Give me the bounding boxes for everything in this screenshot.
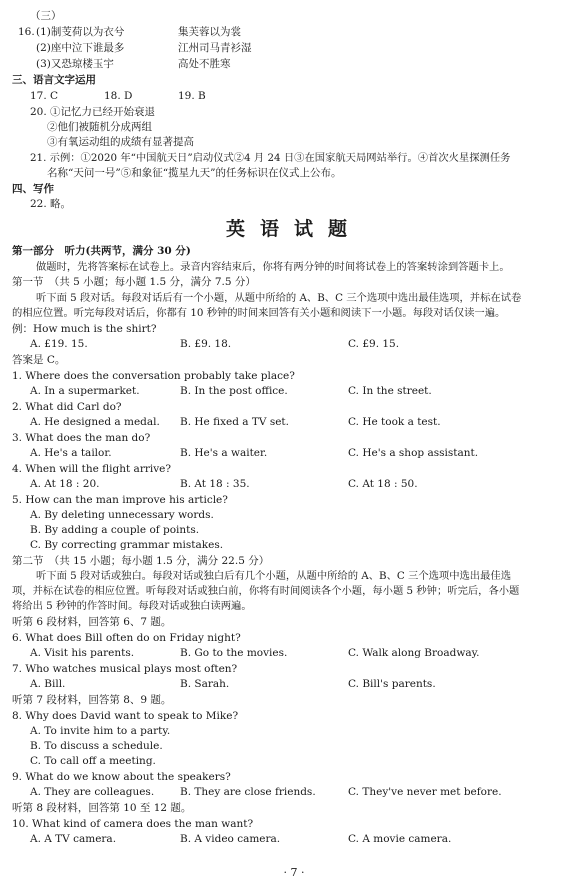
q7-option-c: C. Bill's parents. (348, 678, 436, 690)
part1-intro: 做题时，先将答案标在试卷上。录音内容结束后，你将有两分钟的时间将试卷上的答案转涂到答题卡上。 (36, 261, 510, 273)
part3-heading: 三、语言文字运用 (12, 74, 96, 86)
q2-option-a: A. He designed a medal. (30, 416, 160, 428)
q16-item-2a: (2)座中泣下谁最多 (36, 42, 125, 54)
page-number: · 7 · (283, 866, 305, 879)
question-2: 2. What did Carl do? (12, 401, 122, 413)
q19-answer: 19. B (178, 90, 206, 102)
question-1: 1. Where does the conversation probably take place? (12, 370, 295, 382)
example-option-a: A. £19. 15. (30, 338, 88, 350)
material-6-note: 听第 6 段材料，回答第 6、7 题。 (12, 616, 172, 628)
q18-answer: 18. D (104, 90, 133, 102)
q7-option-b: B. Sarah. (180, 678, 230, 690)
q3-option-a: A. He's a tailor. (30, 447, 112, 459)
question-9: 9. What do we know about the speakers? (12, 771, 231, 783)
q5-option-a: A. By deleting unnecessary words. (30, 509, 214, 521)
section2-instruction-3: 将给出 5 秒钟的作答时间。每段对话或独白读两遍。 (12, 600, 252, 612)
question-7: 7. Who watches musical plays most often? (12, 663, 238, 675)
q4-option-a: A. At 18 : 20. (30, 478, 100, 490)
q6-option-b: B. Go to the movies. (180, 647, 288, 659)
q21-line-2: 名称“天问一号”⑤和象征“揽星九天”的任务标识在仪式上公布。 (47, 167, 342, 179)
q4-option-c: C. At 18 : 50. (348, 478, 418, 490)
q2-option-c: C. He took a test. (348, 416, 441, 428)
q1-option-b: B. In the post office. (180, 385, 288, 397)
q2-option-b: B. He fixed a TV set. (180, 416, 289, 428)
q1-option-c: C. In the street. (348, 385, 432, 397)
part4-heading: 四、写作 (12, 183, 54, 195)
q6-option-a: A. Visit his parents. (30, 647, 135, 659)
q16-item-1a: (1)制芰荷以为衣兮 (36, 26, 125, 38)
q17-answer: 17. C (30, 90, 59, 102)
section1-heading: 第一节 （共 5 小题；每小题 1.5 分，满分 7.5 分） (12, 276, 256, 288)
question-4: 4. When will the flight arrive? (12, 463, 171, 475)
q10-option-c: C. A movie camera. (348, 833, 452, 845)
question-8: 8. Why does David want to speak to Mike? (12, 710, 239, 722)
english-exam-title: 英语试题 (225, 218, 362, 240)
q20-line-1: 20. ①记忆力已经开始衰退 (30, 106, 156, 118)
q8-option-b: B. To discuss a schedule. (30, 740, 163, 752)
section2-heading: 第二节 （共 15 小题；每小题 1.5 分，满分 22.5 分） (12, 555, 270, 567)
section1-instruction-2: 的相应位置。听完每段对话后，你都有 10 秒钟的时间来回答有关小题和阅读下一小题。每段对话仅读一遍。 (12, 307, 506, 319)
section1-instruction-1: 听下面 5 段对话。每段对话后有一个小题，从题中所给的 A、B、C 三个选项中选出最佳选项，并标在试卷 (36, 292, 522, 304)
q6-option-c: C. Walk along Broadway. (348, 647, 480, 659)
q16-item-3a: (3)又恐琼楼玉宇 (36, 58, 114, 70)
q8-option-c: C. To call off a meeting. (30, 755, 156, 767)
q20-line-3: ③有氧运动组的成绩有显著提高 (47, 136, 194, 148)
example-option-c: C. £9. 15. (348, 338, 400, 350)
q4-option-b: B. At 18 : 35. (180, 478, 250, 490)
q1-option-a: A. In a supermarket. (30, 385, 140, 397)
question-6: 6. What does Bill often do on Friday night? (12, 632, 241, 644)
q16-item-1b: 集芙蓉以为裳 (178, 26, 241, 38)
q8-option-a: A. To invite him to a party. (30, 725, 171, 737)
question-5: 5. How can the man improve his article? (12, 494, 228, 506)
q5-option-b: B. By adding a couple of points. (30, 524, 200, 536)
q21-line-1: 21. 示例：①2020 年“中国航天日”启动仪式②4 月 24 日③在国家航天局网站举行。④首次火星探测任务 (30, 152, 511, 164)
section2-instruction-2: 项，并标在试卷的相应位置。听每段对话或独白前，你将有时间阅读各个小题，每小题 5 秒钟；听完后，各小题 (12, 585, 520, 597)
material-8-note: 听第 8 段材料，回答第 10 至 12 题。 (12, 802, 192, 814)
q16-item-3b: 高处不胜寒 (178, 58, 231, 70)
q3-option-c: C. He's a shop assistant. (348, 447, 479, 459)
q9-option-a: A. They are colleagues. (30, 786, 155, 798)
q7-option-a: A. Bill. (30, 678, 66, 690)
material-7-note: 听第 7 段材料，回答第 8、9 题。 (12, 694, 172, 706)
q3-option-b: B. He's a waiter. (180, 447, 268, 459)
q5-option-c: C. By correcting grammar mistakes. (30, 539, 224, 551)
q16-number: 16. (18, 26, 35, 38)
example-option-b: B. £9. 18. (180, 338, 232, 350)
q16-item-2b: 江州司马青衫湿 (178, 42, 252, 54)
q10-option-b: B. A video camera. (180, 833, 281, 845)
section2-instruction-1: 听下面 5 段对话或独白。每段对话或独白后有几个小题，从题中所给的 A、B、C 三个选项中选出最佳选 (36, 570, 511, 582)
question-10: 10. What kind of camera does the man want? (12, 818, 254, 830)
example-question: 例：How much is the shirt? (12, 323, 157, 335)
example-answer: 答案是 C。 (12, 354, 66, 366)
q9-option-b: B. They are close friends. (180, 786, 316, 798)
question-3: 3. What does the man do? (12, 432, 151, 444)
part1-heading: 第一部分 听力(共两节，满分 30 分) (12, 245, 191, 257)
q9-option-c: C. They've never met before. (348, 786, 502, 798)
q10-option-a: A. A TV camera. (30, 833, 117, 845)
section-three-label: （三） (30, 10, 62, 22)
q20-line-2: ②他们被随机分成两组 (47, 121, 152, 133)
q22-answer: 22. 略。 (30, 198, 72, 210)
